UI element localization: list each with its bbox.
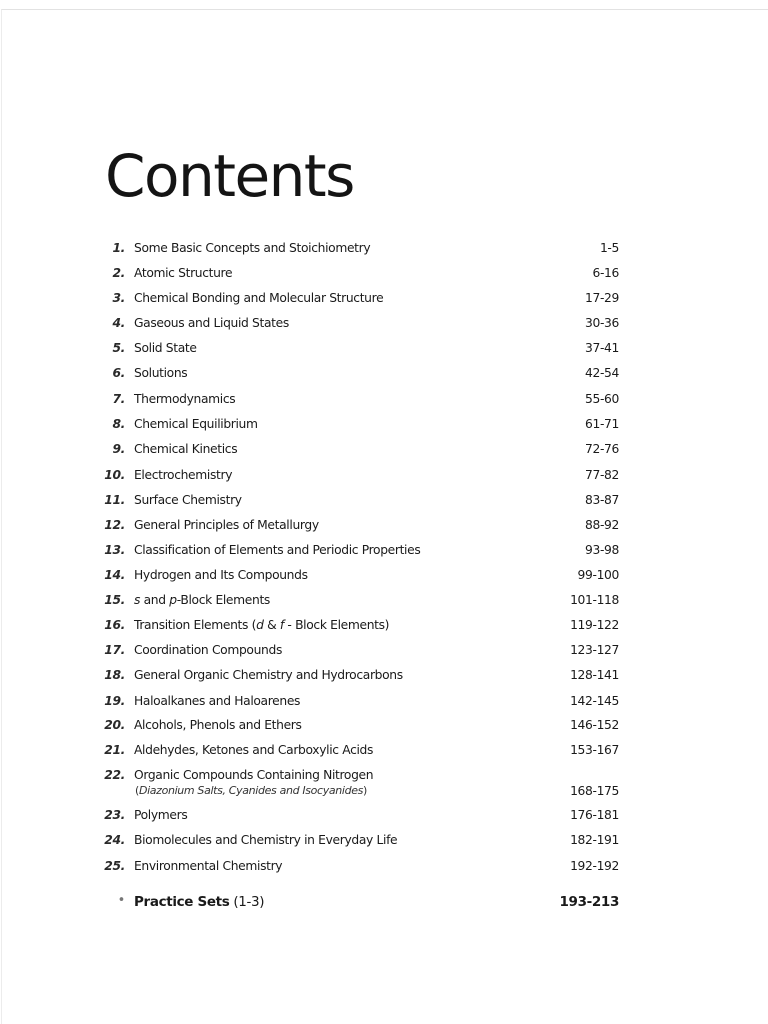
chapter-number: 11. — [104, 493, 125, 507]
text-segment: Transition Elements ( — [134, 618, 257, 632]
page-title: Contents — [105, 142, 354, 210]
page-range: 176-181 — [570, 808, 619, 822]
toc-entry[interactable] — [2, 540, 768, 560]
chapter-number: 13. — [104, 543, 125, 557]
toc-entry[interactable] — [2, 414, 768, 434]
toc-entry[interactable] — [2, 465, 768, 485]
toc-entry[interactable] — [2, 389, 768, 409]
document-page — [1, 9, 768, 1024]
chapter-title: Solid State — [134, 341, 197, 355]
chapter-number: 22. — [104, 768, 125, 782]
chapter-number: 21. — [104, 743, 125, 757]
chapter-number: 10. — [104, 468, 125, 482]
chapter-number: 25. — [104, 859, 125, 873]
page-range: 42-54 — [585, 366, 619, 380]
toc-entry[interactable] — [2, 363, 768, 383]
page-range: 6-16 — [592, 266, 619, 280]
chapter-title: Classification of Elements and Periodic Properties — [134, 543, 421, 557]
chapter-title: Alcohols, Phenols and Ethers — [134, 718, 302, 732]
chapter-title: Solutions — [134, 366, 188, 380]
toc-entry[interactable] — [2, 263, 768, 283]
toc-entry[interactable] — [2, 565, 768, 585]
chapter-number: 14. — [104, 568, 125, 582]
page-range: 37-41 — [585, 341, 619, 355]
chapter-number: 19. — [104, 694, 125, 708]
chapter-title: Biomolecules and Chemistry in Everyday Life — [134, 833, 398, 847]
page-range: 93-98 — [585, 543, 619, 557]
text-segment: - Block Elements) — [283, 618, 390, 632]
chapter-number: 5. — [112, 341, 125, 355]
page-range: 30-36 — [585, 316, 619, 330]
toc-entry[interactable] — [2, 439, 768, 459]
toc-entry[interactable] — [2, 691, 768, 711]
chapter-title: Chemical Bonding and Molecular Structure — [134, 291, 384, 305]
toc-entry[interactable] — [2, 490, 768, 510]
page-range: 119-122 — [570, 618, 619, 632]
page-range: 99-100 — [577, 568, 619, 582]
toc-entry[interactable] — [2, 740, 768, 760]
italic-text: p — [169, 593, 177, 607]
chapter-number: 17. — [104, 643, 125, 657]
chapter-subtitle — [135, 781, 367, 801]
page-range: 182-191 — [570, 833, 619, 847]
toc-entry[interactable] — [2, 715, 768, 735]
practice-sets-label: Practice Sets — [134, 894, 230, 910]
chapter-title: Surface Chemistry — [134, 493, 242, 507]
chapter-number: 6. — [112, 366, 125, 380]
chapter-number: 9. — [112, 442, 125, 456]
toc-entry[interactable] — [2, 338, 768, 358]
page-range: 61-71 — [585, 417, 619, 431]
toc-entry[interactable] — [2, 615, 768, 635]
chapter-number: 1. — [112, 241, 125, 255]
chapter-number: 8. — [112, 417, 125, 431]
chapter-number: 16. — [104, 618, 125, 632]
chapter-number: 7. — [112, 392, 125, 406]
chapter-title: Atomic Structure — [134, 266, 233, 280]
italic-text: f — [279, 618, 284, 632]
chapter-number: 3. — [112, 291, 125, 305]
toc-entry[interactable] — [2, 830, 768, 850]
page-range: 193-213 — [559, 894, 619, 910]
chapter-number: 18. — [104, 668, 125, 682]
chapter-title: Hydrogen and Its Compounds — [134, 568, 308, 582]
chapter-title: Thermodynamics — [134, 392, 236, 406]
chapter-number: 2. — [112, 266, 125, 280]
toc-entry[interactable] — [2, 640, 768, 660]
chapter-title — [134, 590, 270, 610]
chapter-title: Electrochemistry — [134, 468, 233, 482]
chapter-title: Environmental Chemistry — [134, 859, 283, 873]
chapter-title: Gaseous and Liquid States — [134, 316, 289, 330]
page-range: 83-87 — [585, 493, 619, 507]
chapter-number: 24. — [104, 833, 125, 847]
page-range: 17-29 — [585, 291, 619, 305]
chapter-number: 15. — [104, 593, 125, 607]
chapter-title: General Organic Chemistry and Hydrocarbons — [134, 668, 403, 682]
chapter-title: General Principles of Metallurgy — [134, 518, 319, 532]
page-range: 77-82 — [585, 468, 619, 482]
practice-sets-title — [134, 892, 264, 912]
chapter-title: Chemical Kinetics — [134, 442, 238, 456]
chapter-title — [134, 615, 389, 635]
toc-entry[interactable] — [2, 238, 768, 258]
chapter-number: 20. — [104, 718, 125, 732]
page-range: 146-152 — [570, 718, 619, 732]
page-range: 168-175 — [570, 784, 619, 798]
toc-entry[interactable] — [2, 805, 768, 825]
chapter-title: Chemical Equilibrium — [134, 417, 258, 431]
text-segment: & — [263, 618, 280, 632]
chapter-title: Organic Compounds Containing Nitrogen — [134, 768, 374, 782]
page-range: 142-145 — [570, 694, 619, 708]
page-range: 192-192 — [570, 859, 619, 873]
page-range: 101-118 — [570, 593, 619, 607]
bullet-icon: • — [117, 893, 125, 908]
page-range: 153-167 — [570, 743, 619, 757]
text-segment: and — [140, 593, 170, 607]
page-range: 72-76 — [585, 442, 619, 456]
page-range: 88-92 — [585, 518, 619, 532]
toc-entry[interactable] — [2, 313, 768, 333]
chapter-title: Coordination Compounds — [134, 643, 283, 657]
toc-entry[interactable] — [2, 590, 768, 610]
chapter-number: 4. — [112, 316, 125, 330]
page-range: 123-127 — [570, 643, 619, 657]
chapter-number: 23. — [104, 808, 125, 822]
italic-text: Diazonium Salts, Cyanides and Isocyanides — [138, 784, 364, 797]
chapter-title: Aldehydes, Ketones and Carboxylic Acids — [134, 743, 374, 757]
toc-entry-practice-sets[interactable] — [2, 892, 768, 912]
practice-sets-range: (1-3) — [229, 894, 265, 910]
toc-entry[interactable] — [2, 856, 768, 876]
italic-text: s — [134, 593, 141, 607]
text-segment: ( — [135, 784, 139, 797]
chapter-title: Haloalkanes and Haloarenes — [134, 694, 301, 708]
toc-entry[interactable] — [2, 288, 768, 308]
page-range: 55-60 — [585, 392, 619, 406]
toc-entry[interactable] — [2, 515, 768, 535]
page-range: 1-5 — [599, 241, 619, 255]
italic-text: d — [256, 618, 264, 632]
chapter-number: 12. — [104, 518, 125, 532]
text-segment: ) — [363, 784, 367, 797]
toc-entry[interactable] — [2, 765, 768, 798]
text-segment: -Block Elements — [176, 593, 270, 607]
chapter-title: Some Basic Concepts and Stoichiometry — [134, 241, 371, 255]
page-range: 128-141 — [570, 668, 619, 682]
chapter-title: Polymers — [134, 808, 188, 822]
toc-entry[interactable] — [2, 665, 768, 685]
